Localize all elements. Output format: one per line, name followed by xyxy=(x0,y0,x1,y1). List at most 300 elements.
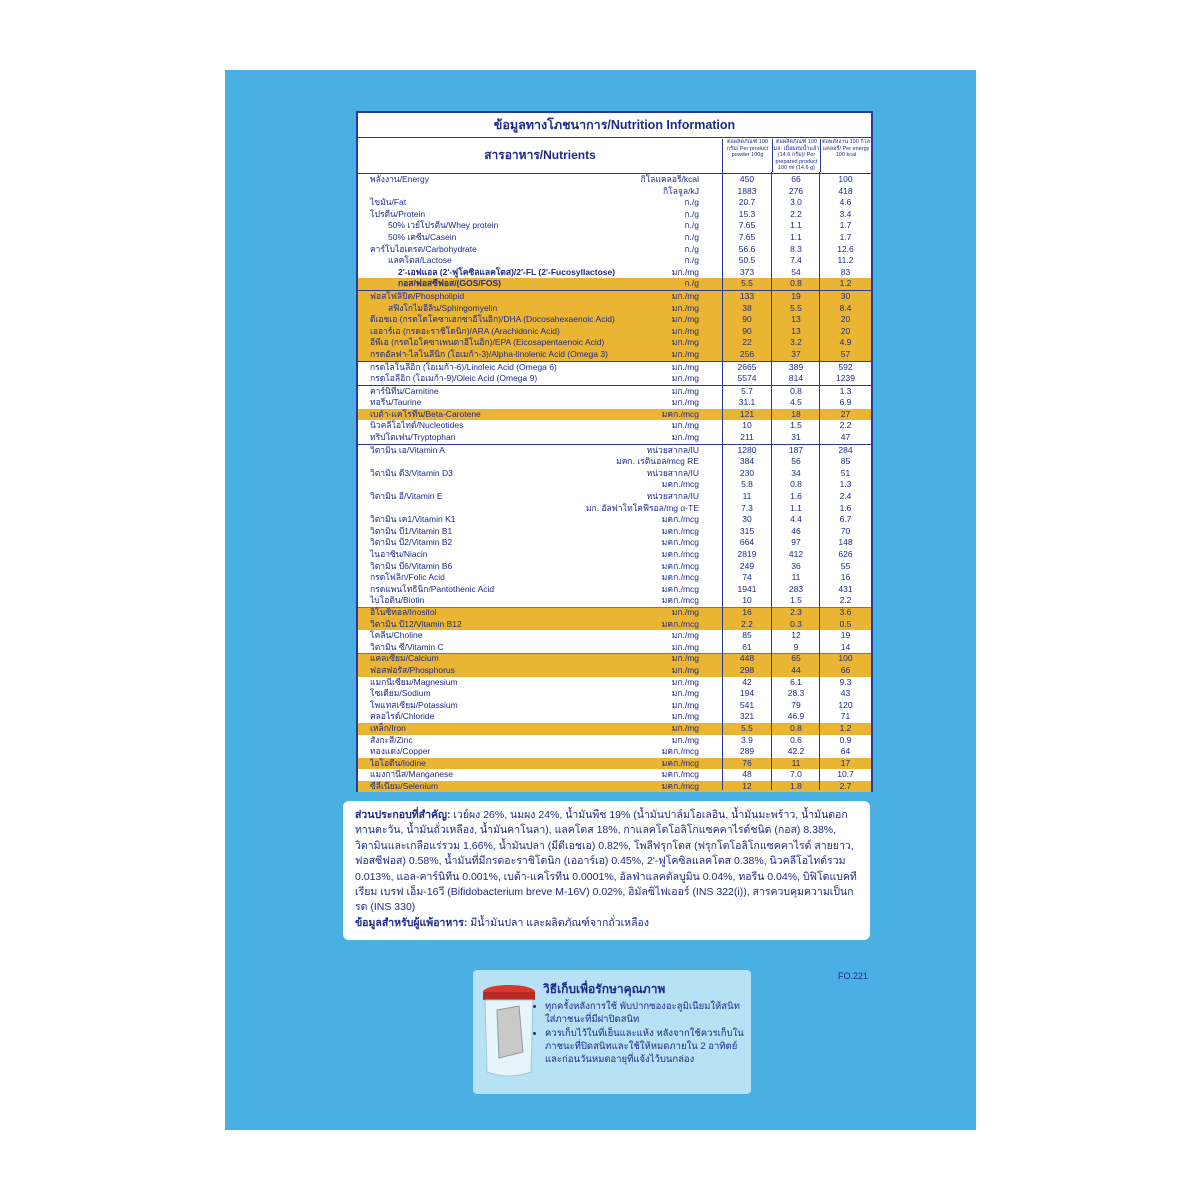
value-per-100ml: 0.8 xyxy=(790,479,802,490)
table-row xyxy=(358,373,871,385)
table-row xyxy=(358,361,871,374)
value-per-100ml: 276 xyxy=(788,185,804,196)
table-row xyxy=(358,758,871,770)
table-row xyxy=(358,595,871,607)
value-per-100kcal: 20 xyxy=(840,325,851,336)
table-row xyxy=(358,432,871,444)
table-row xyxy=(358,397,871,409)
value-per-100kcal: 2.4 xyxy=(839,491,852,502)
value-per-100kcal: 2.2 xyxy=(839,595,852,606)
value-per-100kcal: 431 xyxy=(838,583,853,594)
table-row xyxy=(358,255,871,267)
value-per-100ml: 0.3 xyxy=(790,618,802,629)
nutrient-unit: มคก./mcg xyxy=(661,479,699,490)
nutrient-unit: หน่วยสากล/IU xyxy=(646,467,699,478)
nutrient-name: พลังงาน/Energy xyxy=(370,174,429,184)
value-per-100ml: 3.2 xyxy=(790,337,802,348)
value-per-100ml: 13 xyxy=(791,314,801,325)
nutrient-unit: มก./mg xyxy=(671,314,699,325)
nutrient-unit: มก./mg xyxy=(671,397,699,408)
nutrient-name: คลอไรด์/Chloride xyxy=(370,711,435,722)
value-per-100ml: 36 xyxy=(791,560,801,571)
nutrient-unit: มก./mg xyxy=(671,325,699,336)
table-row xyxy=(358,677,871,689)
value-per-100ml: 66 xyxy=(791,174,801,184)
nutrient-name: แคลเซียม/Calcium xyxy=(370,653,439,664)
nutrient-unit: ก./g xyxy=(684,243,699,254)
value-per-100kcal: 0.5 xyxy=(839,618,852,629)
nutrient-name: อีพีเอ (กรดไอโคซาเพนตาอีโนอิก)/EPA (Eicosapentaenoic Acid) xyxy=(370,337,605,348)
value-per-100kcal: 1.2 xyxy=(839,722,852,733)
value-per-100kcal: 17 xyxy=(840,757,851,768)
nutrient-name: 50% เคซีน/Casein xyxy=(388,231,457,242)
table-row xyxy=(358,630,871,642)
table-row xyxy=(358,232,871,244)
value-per-100ml: 1.5 xyxy=(790,420,802,431)
value-per-100g: 450 xyxy=(739,174,755,184)
value-per-100kcal: 6.7 xyxy=(839,514,852,525)
value-per-100g: 249 xyxy=(739,560,755,571)
value-per-100kcal: 70 xyxy=(840,525,851,536)
value-per-100ml: 389 xyxy=(788,361,804,372)
value-per-100g: 289 xyxy=(739,746,755,757)
nutrient-name: กรดโฟลิก/Folic Acid xyxy=(370,572,445,583)
nutrient-unit: มก./mg xyxy=(671,722,699,733)
allergy-text: มีน้ำมันปลา และผลิตภัณฑ์จากถั่วเหลือง xyxy=(470,916,649,929)
table-row xyxy=(358,409,871,421)
nutrient-name: เออาร์เอ (กรดอะราชิโดนิก)/ARA (Arachidonic Acid) xyxy=(370,325,560,336)
nutrient-unit: มก./mg xyxy=(671,664,699,675)
nutrient-name: ไบโอติน/Biotin xyxy=(370,595,425,606)
nutrient-name: ดีเอชเอ (กรดโดโคซาเฮกซาอีโนอิก)/DHA (Docosahexaenoic Acid) xyxy=(370,314,615,325)
nutrient-unit: มก./mg xyxy=(671,676,699,687)
allergy-paragraph xyxy=(355,916,858,931)
value-per-100g: 12 xyxy=(742,780,752,791)
value-per-100ml: 283 xyxy=(788,583,804,594)
table-row xyxy=(358,642,871,654)
value-per-100ml: 1.1 xyxy=(790,220,802,231)
value-per-100g: 22 xyxy=(742,337,752,348)
value-per-100g: 20.7 xyxy=(738,197,756,208)
value-per-100g: 133 xyxy=(739,290,755,301)
value-per-100ml: 19 xyxy=(791,290,801,301)
value-per-100kcal: 2.2 xyxy=(839,420,852,431)
nutrient-unit: มก./mg xyxy=(671,653,699,664)
value-per-100g: 1941 xyxy=(737,583,757,594)
table-row xyxy=(358,420,871,432)
nutrient-unit: มคก./mcg xyxy=(661,408,699,419)
nutrient-unit: กิโลแคลอรี/kcal xyxy=(640,174,699,184)
value-per-100kcal: 10.7 xyxy=(837,769,854,780)
value-per-100kcal: 1239 xyxy=(836,373,855,384)
value-per-100kcal: 64 xyxy=(840,746,851,757)
value-per-100kcal: 1.6 xyxy=(839,502,852,513)
header-col-per-100kcal: ต่อพลังงาน 100 กิโลแคลอรี/ Per energy 100 kcal xyxy=(820,139,871,172)
value-per-100kcal: 16 xyxy=(840,572,851,583)
value-per-100ml: 8.3 xyxy=(790,243,802,254)
value-per-100kcal: 2.7 xyxy=(839,780,852,791)
nutrient-name: โคลีน/Choline xyxy=(370,630,423,641)
value-per-100ml: 11 xyxy=(791,757,801,768)
value-per-100kcal: 30 xyxy=(840,290,851,301)
value-per-100kcal: 148 xyxy=(838,537,853,548)
table-row xyxy=(358,244,871,256)
value-per-100ml: 37 xyxy=(791,348,801,359)
value-per-100kcal: 71 xyxy=(840,711,851,722)
nutrient-name: วิตามิน เอ/Vitamin A xyxy=(370,444,445,455)
value-per-100ml: 1.8 xyxy=(790,780,802,791)
value-per-100kcal: 1.7 xyxy=(839,231,852,242)
value-per-100g: 541 xyxy=(739,699,755,710)
value-per-100g: 50.5 xyxy=(738,255,756,266)
nutrient-unit: ก./g xyxy=(684,255,699,266)
nutrient-unit: มก./mg xyxy=(671,606,699,617)
value-per-100g: 5.7 xyxy=(741,385,753,396)
value-per-100g: 38 xyxy=(742,302,752,313)
value-per-100ml: 0.8 xyxy=(790,385,802,396)
nutrient-name: กรดไลโนลีอิก (โอเมก้า-6)/Linoleic Acid (Omega 6) xyxy=(370,361,557,372)
table-row xyxy=(358,619,871,631)
value-per-100kcal: 284 xyxy=(838,444,853,455)
value-per-100g: 5.5 xyxy=(741,722,753,733)
value-per-100kcal: 8.4 xyxy=(839,302,852,313)
value-per-100g: 211 xyxy=(740,432,754,443)
value-per-100ml: 7.0 xyxy=(790,769,802,780)
value-per-100kcal: 19 xyxy=(840,630,851,641)
nutrient-name: วิตามิน บี12/Vitamin B12 xyxy=(370,618,462,629)
nutrient-name: วิตามิน บี1/Vitamin B1 xyxy=(370,525,453,536)
product-code: FO.221 xyxy=(838,971,869,981)
table-title: ข้อมูลทางโภชนาการ/Nutrition Information xyxy=(358,113,871,138)
table-row xyxy=(358,491,871,503)
nutrient-name: ฟอสโฟลิปิด/Phospholipid xyxy=(370,290,465,301)
table-row xyxy=(358,479,871,491)
value-per-100g: 76 xyxy=(742,757,752,768)
table-row xyxy=(358,209,871,221)
ingredients-paragraph xyxy=(355,808,858,916)
value-per-100kcal: 592 xyxy=(838,361,853,372)
value-per-100g: 1883 xyxy=(737,185,757,196)
table-row xyxy=(358,186,871,198)
value-per-100g: 74 xyxy=(742,572,752,583)
table-row xyxy=(358,746,871,758)
value-per-100ml: 28.3 xyxy=(787,688,805,699)
table-row xyxy=(358,278,871,290)
ingredients-label: ส่วนประกอบที่สำคัญ: xyxy=(355,809,451,821)
nutrient-name: แมงกานีส/Manganese xyxy=(370,769,453,780)
table-row xyxy=(358,769,871,781)
value-per-100ml: 44 xyxy=(791,664,801,675)
nutrient-unit: มคก./mcg xyxy=(661,757,699,768)
nutrient-unit: มก./mg xyxy=(671,711,699,722)
value-per-100ml: 1.1 xyxy=(790,231,802,242)
value-per-100kcal: 20 xyxy=(840,314,851,325)
table-row xyxy=(358,468,871,480)
value-per-100kcal: 83 xyxy=(840,266,851,277)
value-per-100g: 194 xyxy=(739,688,755,699)
table-header xyxy=(358,138,871,174)
nutrient-name: นิวคลีโอไทด์/Nucleotides xyxy=(370,420,464,431)
nutrient-unit: มคก./mcg xyxy=(661,780,699,791)
allergy-label: ข้อมูลสำหรับผู้แพ้อาหาร: xyxy=(355,916,468,929)
value-per-100g: 2.2 xyxy=(741,618,753,629)
storage-title: วิธีเก็บเพื่อรักษาคุณภาพ xyxy=(543,982,666,996)
table-row xyxy=(358,174,871,186)
table-row xyxy=(358,781,871,793)
value-per-100ml: 7.4 xyxy=(790,255,802,266)
nutrient-unit: ก./g xyxy=(684,208,699,219)
nutrient-unit: มก./mg xyxy=(671,420,699,431)
value-per-100g: 298 xyxy=(739,664,755,675)
nutrient-unit: มก./mg xyxy=(671,348,699,359)
nutrient-unit: มคก./mcg xyxy=(661,595,699,606)
value-per-100kcal: 85 xyxy=(840,456,851,467)
storage-item: • ทุกครั้งหลังการใช้ พับปากซองอะลูมิเนียมให้สนิท ใส่ภาชนะที่มีฝาปิดสนิท xyxy=(545,1000,745,1026)
table-row xyxy=(358,572,871,584)
nutrient-unit: ก./g xyxy=(684,278,699,289)
value-per-100kcal: 626 xyxy=(838,549,853,559)
table-row xyxy=(358,688,871,700)
value-per-100kcal: 55 xyxy=(840,560,851,571)
ingredients-box xyxy=(343,801,870,940)
value-per-100kcal: 12.6 xyxy=(837,243,854,254)
table-row xyxy=(358,653,871,665)
value-per-100kcal: 0.9 xyxy=(839,734,852,745)
value-per-100g: 7.65 xyxy=(738,220,756,231)
value-per-100g: 3.9 xyxy=(741,734,753,745)
value-per-100ml: 97 xyxy=(791,537,801,548)
value-per-100g: 121 xyxy=(739,408,755,419)
value-per-100ml: 2.2 xyxy=(790,208,802,219)
storage-item: • ควรเก็บไว้ในที่เย็นและแห้ง หลังจากใช้ควรเก็บในภาชนะที่ปิดสนิทและใช้ให้หมดภายใน 2 อาทิตย์ และก่อนวันหมดอายุที่แจ้งไว้บนกล่อง xyxy=(545,1027,745,1066)
value-per-100g: 1280 xyxy=(737,444,757,455)
nutrient-unit: มก./mg xyxy=(671,699,699,710)
table-row xyxy=(358,385,871,398)
table-row xyxy=(358,197,871,209)
value-per-100ml: 12 xyxy=(791,630,801,641)
value-per-100kcal: 1.3 xyxy=(839,479,852,490)
table-row xyxy=(358,549,871,561)
nutrient-name: กรดโอลีอิก (โอเมก้า-9)/Oleic Acid (Omega 9) xyxy=(370,373,538,384)
nutrient-name: วิตามิน บี6/Vitamin B6 xyxy=(370,560,453,571)
table-row xyxy=(358,349,871,361)
value-per-100kcal: 3.4 xyxy=(839,208,852,219)
nutrient-name: แลคโตส/Lactose xyxy=(388,255,452,266)
value-per-100kcal: 11.2 xyxy=(837,255,854,266)
nutrient-unit: มคก./mcg xyxy=(661,583,699,594)
value-per-100g: 30 xyxy=(742,514,752,525)
value-per-100g: 61 xyxy=(742,641,752,652)
value-per-100g: 321 xyxy=(739,711,755,722)
nutrient-name: เบต้า-แคโรทีน/Beta-Carotene xyxy=(370,408,481,419)
value-per-100kcal: 4.9 xyxy=(839,337,852,348)
nutrient-unit: มก./mg xyxy=(671,337,699,348)
table-row xyxy=(358,584,871,596)
value-per-100kcal: 3.6 xyxy=(839,606,852,617)
nutrient-unit: มก./mg xyxy=(671,361,699,372)
table-row xyxy=(358,337,871,349)
value-per-100ml: 11 xyxy=(791,572,801,583)
value-per-100g: 15.3 xyxy=(738,208,756,219)
nutrient-name: 2'-เอฟแอล (2'-ฟูโคซิลแลคโตส)/2'-FL (2'-Fucosyllactose) xyxy=(398,266,616,277)
value-per-100g: 448 xyxy=(739,653,755,664)
storage-box xyxy=(473,970,751,1094)
value-per-100kcal: 27 xyxy=(840,408,851,419)
value-per-100ml: 79 xyxy=(791,699,801,710)
nutrient-name: ซีลีเนียม/Selenium xyxy=(370,780,439,791)
value-per-100kcal: 14 xyxy=(840,641,851,652)
nutrient-name: กรดอัลฟา-ไลโนลีนิก (โอเมก้า-3)/Alpha-linolenic Acid (Omega 3) xyxy=(370,348,608,359)
value-per-100kcal: 1.2 xyxy=(839,278,852,289)
nutrient-unit: มคก./mcg xyxy=(661,514,699,525)
nutrient-name: แมกนีเซียม/Magnesium xyxy=(370,676,458,687)
table-row xyxy=(358,267,871,279)
nutrient-name: ไขมัน/Fat xyxy=(370,197,407,208)
nutrient-unit: มคก./mcg xyxy=(661,560,699,571)
nutrient-unit: มก./mg xyxy=(671,734,699,745)
value-per-100kcal: 418 xyxy=(838,185,853,196)
value-per-100g: 664 xyxy=(739,537,755,548)
nutrient-name: วิตามิน เค1/Vitamin K1 xyxy=(370,514,456,525)
value-per-100g: 10 xyxy=(742,595,752,606)
table-row xyxy=(358,220,871,232)
nutrient-unit: มก./mg xyxy=(671,290,699,301)
nutrient-name: วิตามิน อี/Vitamin E xyxy=(370,491,443,502)
table-row xyxy=(358,607,871,619)
value-per-100g: 42 xyxy=(742,676,752,687)
table-row xyxy=(358,526,871,538)
value-per-100g: 48 xyxy=(742,769,752,780)
nutrient-unit: มคก./mcg xyxy=(661,769,699,780)
value-per-100g: 90 xyxy=(742,314,752,325)
table-row xyxy=(358,735,871,747)
table-body xyxy=(358,174,871,792)
nutrient-name: ทริปโตเฟน/Tryptophan xyxy=(370,432,456,443)
nutrient-name: วิตามิน บี2/Vitamin B2 xyxy=(370,537,453,548)
value-per-100ml: 31 xyxy=(791,432,801,443)
value-per-100ml: 6.1 xyxy=(790,676,802,687)
value-per-100g: 230 xyxy=(739,467,755,478)
nutrient-name: สังกะสี/Zinc xyxy=(370,734,413,745)
value-per-100ml: 46 xyxy=(791,525,801,536)
nutrient-name: สฟิงโกไมอีลิน/Sphingomyelin xyxy=(388,302,498,313)
nutrient-unit: มก./mg xyxy=(671,373,699,384)
container-icon xyxy=(479,982,539,1082)
nutrient-name: ทองแดง/Copper xyxy=(370,746,431,757)
table-row xyxy=(358,723,871,735)
value-per-100kcal: 9.3 xyxy=(839,676,852,687)
table-row xyxy=(358,711,871,723)
value-per-100g: 384 xyxy=(739,456,755,467)
nutrient-unit: มก./mg xyxy=(671,688,699,699)
nutrient-name: เหล็ก/Iron xyxy=(370,722,406,733)
value-per-100g: 11 xyxy=(742,491,752,502)
value-per-100ml: 1.6 xyxy=(790,491,802,502)
nutrient-unit: มคก./mcg xyxy=(661,537,699,548)
value-per-100kcal: 100 xyxy=(838,653,853,664)
value-per-100kcal: 43 xyxy=(840,688,851,699)
nutrient-name: คาร์นิทีน/Carnitine xyxy=(370,385,439,396)
nutrient-name: กรดแพนโทธินิก/Pantothenic Acid xyxy=(370,583,495,594)
value-per-100g: 7.65 xyxy=(738,231,756,242)
header-col-per-100ml: ต่อผลิตภัณฑ์ 100 มล. เมื่อผสมน้ำแล้ว (14.6 กรัม)/ Per prepared product 100 ml (14.6 g) xyxy=(773,139,820,171)
value-per-100g: 2819 xyxy=(737,549,757,559)
value-per-100kcal: 66 xyxy=(840,664,851,675)
table-row xyxy=(358,561,871,573)
nutrient-unit: ก./g xyxy=(684,231,699,242)
value-per-100ml: 187 xyxy=(788,444,804,455)
value-per-100ml: 4.4 xyxy=(790,514,802,525)
nutrient-unit: มคก./mcg xyxy=(661,572,699,583)
value-per-100ml: 65 xyxy=(791,653,801,664)
value-per-100g: 10 xyxy=(742,420,752,431)
table-row xyxy=(358,700,871,712)
nutrient-name: ไนอาซิน/Niacin xyxy=(370,549,428,559)
nutrient-name: วิตามิน ซี/Vitamin C xyxy=(370,641,444,652)
value-per-100g: 315 xyxy=(739,525,755,536)
value-per-100kcal: 4.6 xyxy=(839,197,852,208)
value-per-100kcal: 51 xyxy=(840,467,851,478)
nutrition-table xyxy=(356,111,873,792)
nutrient-unit: มคก. เรตินอล/mcg RE xyxy=(616,456,699,467)
value-per-100g: 373 xyxy=(739,266,755,277)
value-per-100g: 7.3 xyxy=(741,502,753,513)
table-row xyxy=(358,456,871,468)
value-per-100g: 5.5 xyxy=(741,278,753,289)
nutrient-unit: มก./mg xyxy=(671,266,699,277)
nutrient-name: 50% เวย์โปรตีน/Whey protein xyxy=(388,220,499,231)
nutrient-name: อิโนซิทอล/Inositol xyxy=(370,606,437,617)
value-per-100g: 16 xyxy=(742,606,752,617)
nutrient-unit: มก./mg xyxy=(671,630,699,641)
value-per-100ml: 0.6 xyxy=(790,734,802,745)
value-per-100ml: 814 xyxy=(788,373,804,384)
value-per-100ml: 34 xyxy=(791,467,801,478)
value-per-100g: 56.6 xyxy=(738,243,756,254)
value-per-100ml: 42.2 xyxy=(787,746,805,757)
value-per-100g: 256 xyxy=(739,348,755,359)
value-per-100kcal: 1.7 xyxy=(839,220,852,231)
value-per-100g: 5.8 xyxy=(741,479,753,490)
value-per-100ml: 3.0 xyxy=(790,197,802,208)
value-per-100kcal: 57 xyxy=(840,348,851,359)
nutrient-name: โพแทสเซียม/Potassium xyxy=(370,699,458,710)
header-col-per-100g: ต่อผลิตภัณฑ์ 100 กรัม/ Per product powder 100g xyxy=(722,139,772,172)
table-row xyxy=(358,514,871,526)
nutrient-unit: มก./mg xyxy=(671,641,699,652)
storage-list xyxy=(535,1000,745,1067)
nutrient-name: ทอรีน/Taurine xyxy=(370,397,422,408)
table-row xyxy=(358,537,871,549)
nutrient-name: คาร์โบไฮเดรต/Carbohydrate xyxy=(370,243,477,254)
value-per-100kcal: 120 xyxy=(838,699,853,710)
nutrient-unit: หน่วยสากล/IU xyxy=(646,444,699,455)
nutrient-unit: มก./mg xyxy=(671,385,699,396)
value-per-100ml: 56 xyxy=(791,456,801,467)
value-per-100ml: 0.8 xyxy=(790,278,802,289)
value-per-100ml: 13 xyxy=(791,325,801,336)
value-per-100ml: 0.8 xyxy=(790,722,802,733)
value-per-100ml: 2.3 xyxy=(790,606,802,617)
nutrient-unit: มคก./mcg xyxy=(661,746,699,757)
header-nutrients: สารอาหาร/Nutrients xyxy=(484,148,596,162)
nutrient-unit: หน่วยสากล/IU xyxy=(646,491,699,502)
nutrient-name: ไอโอดีน/Iodine xyxy=(370,757,426,768)
value-per-100g: 31.1 xyxy=(738,397,756,408)
table-row xyxy=(358,665,871,677)
value-per-100ml: 46.9 xyxy=(787,711,805,722)
value-per-100ml: 4.5 xyxy=(790,397,802,408)
